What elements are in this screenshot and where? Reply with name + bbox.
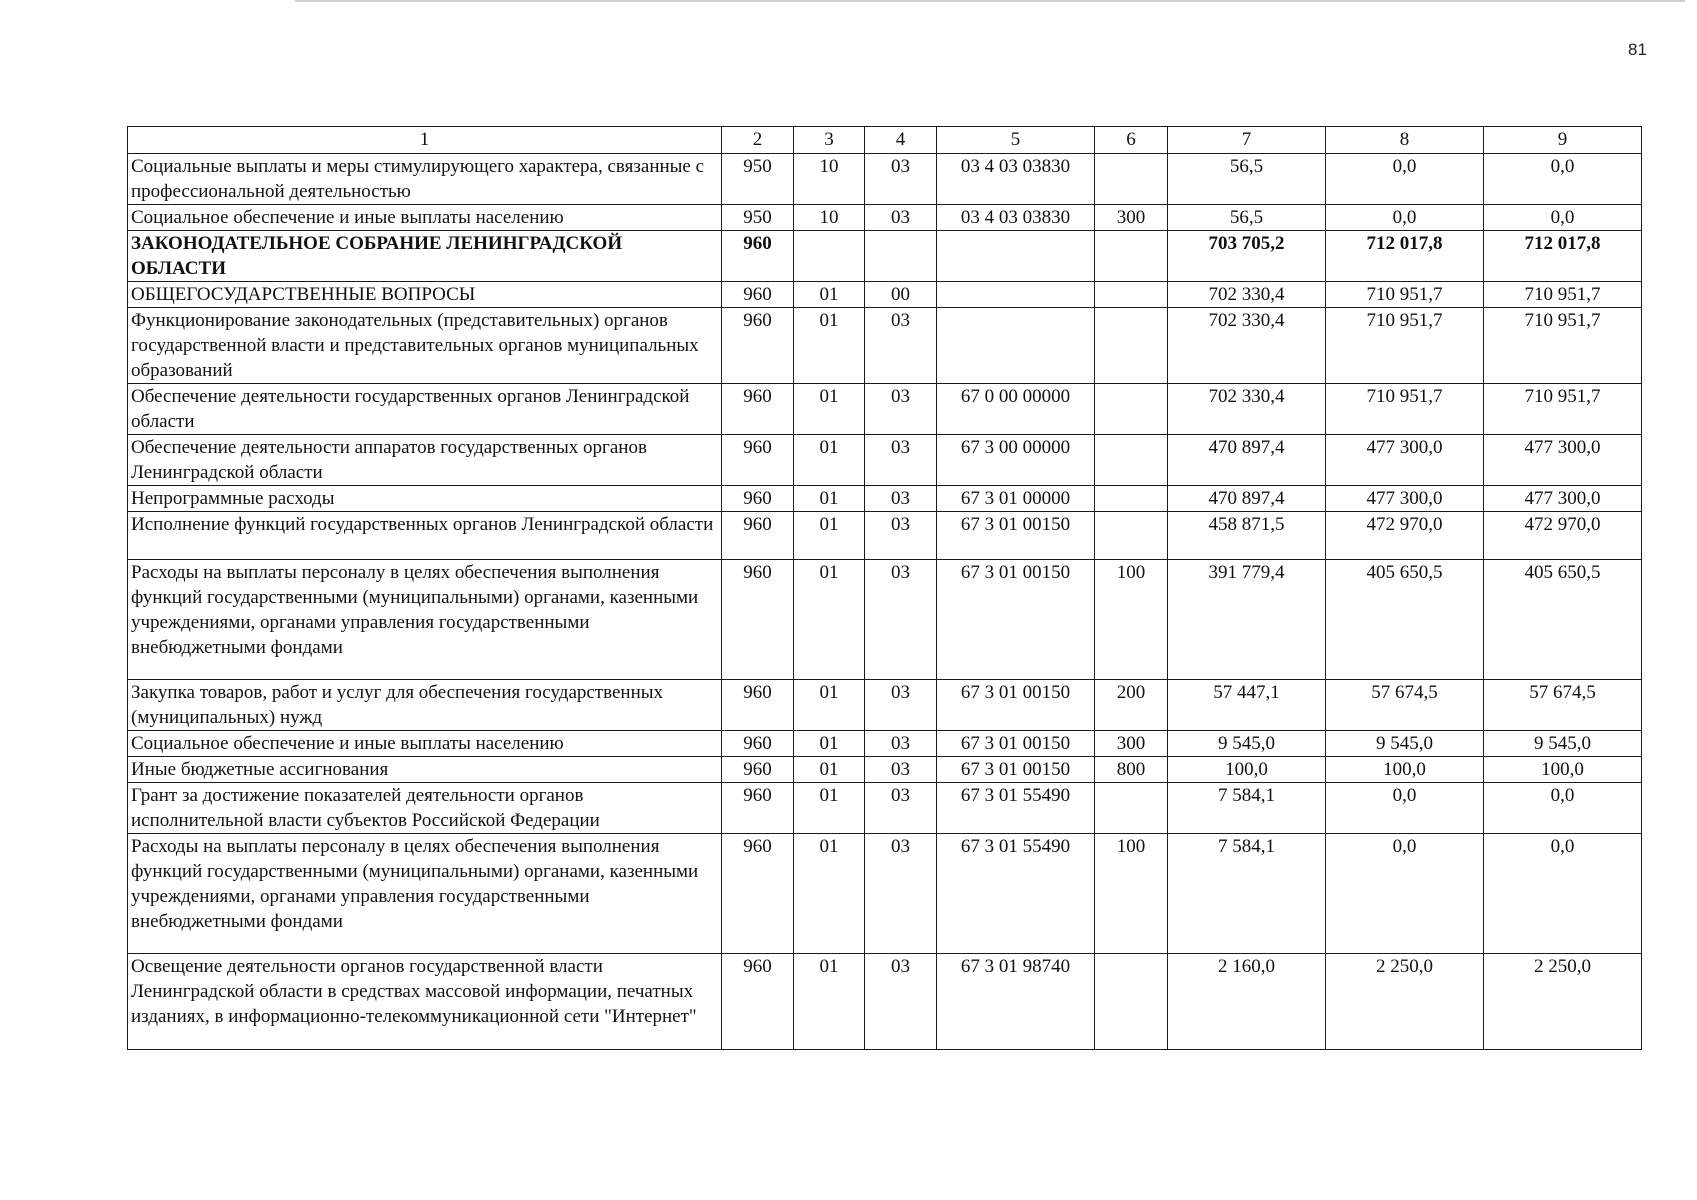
cell-subsection: 03 bbox=[865, 205, 937, 231]
cell-grbs: 960 bbox=[722, 757, 794, 783]
cell-grbs: 950 bbox=[722, 205, 794, 231]
cell-amount-year1: 7 584,1 bbox=[1168, 834, 1326, 954]
cell-grbs: 960 bbox=[722, 308, 794, 384]
cell-amount-year2: 405 650,5 bbox=[1326, 560, 1484, 680]
cell-target-article: 67 3 01 00150 bbox=[937, 512, 1095, 560]
table-row bbox=[128, 834, 1642, 954]
cell-section: 01 bbox=[794, 384, 865, 435]
cell-target-article: 67 3 01 98740 bbox=[937, 954, 1095, 1050]
cell-target-article: 67 3 01 55490 bbox=[937, 783, 1095, 834]
cell-section: 01 bbox=[794, 783, 865, 834]
cell-section: 01 bbox=[794, 680, 865, 731]
cell-name: Социальное обеспечение и иные выплаты населению bbox=[128, 731, 722, 757]
cell-target-article: 67 3 01 00000 bbox=[937, 486, 1095, 512]
cell-grbs: 950 bbox=[722, 154, 794, 205]
cell-amount-year1: 702 330,4 bbox=[1168, 384, 1326, 435]
cell-name: Грант за достижение показателей деятельности органов исполнительной власти субъектов Российской Федерации bbox=[128, 783, 722, 834]
table-row bbox=[128, 757, 1642, 783]
cell-target-article: 03 4 03 03830 bbox=[937, 205, 1095, 231]
cell-amount-year3: 712 017,8 bbox=[1484, 231, 1642, 282]
cell-grbs: 960 bbox=[722, 231, 794, 282]
cell-amount-year3: 0,0 bbox=[1484, 205, 1642, 231]
cell-subsection: 03 bbox=[865, 783, 937, 834]
table-row bbox=[128, 783, 1642, 834]
cell-name: Исполнение функций государственных органов Ленинградской области bbox=[128, 512, 722, 560]
cell-amount-year3: 9 545,0 bbox=[1484, 731, 1642, 757]
cell-expense-type bbox=[1095, 308, 1168, 384]
cell-amount-year2: 477 300,0 bbox=[1326, 435, 1484, 486]
cell-amount-year3: 2 250,0 bbox=[1484, 954, 1642, 1050]
cell-amount-year3: 100,0 bbox=[1484, 757, 1642, 783]
column-header: 7 bbox=[1168, 127, 1326, 154]
cell-amount-year2: 710 951,7 bbox=[1326, 282, 1484, 308]
cell-expense-type bbox=[1095, 282, 1168, 308]
cell-grbs: 960 bbox=[722, 512, 794, 560]
table-row bbox=[128, 231, 1642, 282]
cell-name: Обеспечение деятельности аппаратов государственных органов Ленинградской области bbox=[128, 435, 722, 486]
cell-amount-year1: 391 779,4 bbox=[1168, 560, 1326, 680]
cell-name: ЗАКОНОДАТЕЛЬНОЕ СОБРАНИЕ ЛЕНИНГРАДСКОЙ ОБЛАСТИ bbox=[128, 231, 722, 282]
cell-amount-year1: 100,0 bbox=[1168, 757, 1326, 783]
cell-amount-year3: 710 951,7 bbox=[1484, 308, 1642, 384]
cell-subsection: 03 bbox=[865, 731, 937, 757]
cell-amount-year2: 477 300,0 bbox=[1326, 486, 1484, 512]
cell-amount-year1: 703 705,2 bbox=[1168, 231, 1326, 282]
cell-section: 01 bbox=[794, 731, 865, 757]
cell-target-article bbox=[937, 282, 1095, 308]
cell-expense-type bbox=[1095, 954, 1168, 1050]
cell-grbs: 960 bbox=[722, 954, 794, 1050]
cell-amount-year1: 702 330,4 bbox=[1168, 308, 1326, 384]
column-header: 5 bbox=[937, 127, 1095, 154]
cell-name: ОБЩЕГОСУДАРСТВЕННЫЕ ВОПРОСЫ bbox=[128, 282, 722, 308]
cell-expense-type bbox=[1095, 435, 1168, 486]
cell-target-article bbox=[937, 308, 1095, 384]
cell-amount-year1: 9 545,0 bbox=[1168, 731, 1326, 757]
cell-grbs: 960 bbox=[722, 731, 794, 757]
cell-subsection: 03 bbox=[865, 435, 937, 486]
cell-section: 01 bbox=[794, 560, 865, 680]
table-row bbox=[128, 435, 1642, 486]
cell-subsection: 03 bbox=[865, 384, 937, 435]
column-header: 1 bbox=[128, 127, 722, 154]
cell-amount-year1: 458 871,5 bbox=[1168, 512, 1326, 560]
cell-amount-year2: 0,0 bbox=[1326, 205, 1484, 231]
table-row bbox=[128, 205, 1642, 231]
cell-subsection: 03 bbox=[865, 560, 937, 680]
cell-name: Расходы на выплаты персоналу в целях обеспечения выполнения функций государственными (муниципальными) органами, казенными учреждениями, органами управления государственными внебюджетными фондами bbox=[128, 834, 722, 954]
cell-grbs: 960 bbox=[722, 435, 794, 486]
cell-amount-year2: 57 674,5 bbox=[1326, 680, 1484, 731]
cell-name: Функционирование законодательных (представительных) органов государственной власти и представительных органов муниципальных образований bbox=[128, 308, 722, 384]
cell-grbs: 960 bbox=[722, 680, 794, 731]
cell-expense-type: 100 bbox=[1095, 834, 1168, 954]
cell-amount-year3: 0,0 bbox=[1484, 834, 1642, 954]
cell-target-article: 67 3 01 00150 bbox=[937, 560, 1095, 680]
page-number: 81 bbox=[1628, 40, 1647, 59]
cell-expense-type: 200 bbox=[1095, 680, 1168, 731]
cell-grbs: 960 bbox=[722, 282, 794, 308]
cell-section: 01 bbox=[794, 834, 865, 954]
budget-table bbox=[127, 126, 1642, 1050]
cell-grbs: 960 bbox=[722, 783, 794, 834]
cell-amount-year1: 470 897,4 bbox=[1168, 486, 1326, 512]
cell-amount-year3: 477 300,0 bbox=[1484, 486, 1642, 512]
cell-subsection: 03 bbox=[865, 680, 937, 731]
cell-expense-type: 800 bbox=[1095, 757, 1168, 783]
cell-subsection: 03 bbox=[865, 512, 937, 560]
cell-amount-year2: 2 250,0 bbox=[1326, 954, 1484, 1050]
cell-amount-year3: 405 650,5 bbox=[1484, 560, 1642, 680]
cell-amount-year2: 710 951,7 bbox=[1326, 384, 1484, 435]
cell-target-article: 03 4 03 03830 bbox=[937, 154, 1095, 205]
cell-section: 01 bbox=[794, 757, 865, 783]
cell-target-article: 67 0 00 00000 bbox=[937, 384, 1095, 435]
table-row bbox=[128, 154, 1642, 205]
cell-name: Непрограммные расходы bbox=[128, 486, 722, 512]
table-row bbox=[128, 384, 1642, 435]
cell-name: Закупка товаров, работ и услуг для обеспечения государственных (муниципальных) нужд bbox=[128, 680, 722, 731]
cell-name: Расходы на выплаты персоналу в целях обеспечения выполнения функций государственными (муниципальными) органами, казенными учреждениями, органами управления государственными внебюджетными фондами bbox=[128, 560, 722, 680]
cell-amount-year3: 0,0 bbox=[1484, 154, 1642, 205]
cell-amount-year1: 7 584,1 bbox=[1168, 783, 1326, 834]
cell-target-article: 67 3 01 00150 bbox=[937, 731, 1095, 757]
table-row bbox=[128, 486, 1642, 512]
cell-name: Обеспечение деятельности государственных органов Ленинградской области bbox=[128, 384, 722, 435]
cell-name: Иные бюджетные ассигнования bbox=[128, 757, 722, 783]
cell-amount-year2: 712 017,8 bbox=[1326, 231, 1484, 282]
column-header: 9 bbox=[1484, 127, 1642, 154]
cell-amount-year3: 477 300,0 bbox=[1484, 435, 1642, 486]
cell-section: 10 bbox=[794, 154, 865, 205]
cell-expense-type: 300 bbox=[1095, 205, 1168, 231]
column-header: 4 bbox=[865, 127, 937, 154]
table-row bbox=[128, 954, 1642, 1050]
cell-grbs: 960 bbox=[722, 486, 794, 512]
cell-target-article: 67 3 01 00150 bbox=[937, 680, 1095, 731]
cell-subsection: 03 bbox=[865, 308, 937, 384]
cell-amount-year3: 710 951,7 bbox=[1484, 282, 1642, 308]
cell-amount-year2: 9 545,0 bbox=[1326, 731, 1484, 757]
cell-amount-year2: 100,0 bbox=[1326, 757, 1484, 783]
cell-subsection: 03 bbox=[865, 154, 937, 205]
cell-section: 01 bbox=[794, 308, 865, 384]
cell-subsection: 00 bbox=[865, 282, 937, 308]
table-row bbox=[128, 308, 1642, 384]
cell-section: 01 bbox=[794, 512, 865, 560]
cell-amount-year2: 472 970,0 bbox=[1326, 512, 1484, 560]
cell-target-article bbox=[937, 231, 1095, 282]
table-row bbox=[128, 680, 1642, 731]
cell-grbs: 960 bbox=[722, 834, 794, 954]
cell-section: 01 bbox=[794, 954, 865, 1050]
cell-expense-type bbox=[1095, 231, 1168, 282]
cell-section: 01 bbox=[794, 435, 865, 486]
cell-target-article: 67 3 01 00150 bbox=[937, 757, 1095, 783]
cell-subsection: 03 bbox=[865, 954, 937, 1050]
cell-grbs: 960 bbox=[722, 384, 794, 435]
cell-target-article: 67 3 00 00000 bbox=[937, 435, 1095, 486]
table-row bbox=[128, 512, 1642, 560]
cell-subsection: 03 bbox=[865, 486, 937, 512]
cell-amount-year1: 56,5 bbox=[1168, 154, 1326, 205]
cell-expense-type bbox=[1095, 384, 1168, 435]
cell-expense-type: 300 bbox=[1095, 731, 1168, 757]
column-header: 8 bbox=[1326, 127, 1484, 154]
table-row bbox=[128, 731, 1642, 757]
table-body bbox=[128, 154, 1642, 1050]
cell-section: 01 bbox=[794, 486, 865, 512]
cell-amount-year2: 0,0 bbox=[1326, 783, 1484, 834]
cell-name: Освещение деятельности органов государственной власти Ленинградской области в средствах массовой информации, печатных изданиях, в информационно-телекоммуникационной сети "Интернет" bbox=[128, 954, 722, 1050]
cell-amount-year3: 0,0 bbox=[1484, 783, 1642, 834]
cell-amount-year2: 710 951,7 bbox=[1326, 308, 1484, 384]
header-row bbox=[128, 127, 1642, 154]
cell-amount-year3: 710 951,7 bbox=[1484, 384, 1642, 435]
cell-amount-year1: 2 160,0 bbox=[1168, 954, 1326, 1050]
cell-expense-type bbox=[1095, 154, 1168, 205]
cell-amount-year2: 0,0 bbox=[1326, 834, 1484, 954]
cell-name: Социальные выплаты и меры стимулирующего характера, связанные с профессиональной деятельностью bbox=[128, 154, 722, 205]
cell-section: 01 bbox=[794, 282, 865, 308]
cell-amount-year3: 472 970,0 bbox=[1484, 512, 1642, 560]
cell-subsection bbox=[865, 231, 937, 282]
cell-amount-year1: 470 897,4 bbox=[1168, 435, 1326, 486]
table-row bbox=[128, 560, 1642, 680]
scan-top-edge bbox=[295, 0, 1685, 2]
cell-grbs: 960 bbox=[722, 560, 794, 680]
cell-section: 10 bbox=[794, 205, 865, 231]
cell-subsection: 03 bbox=[865, 834, 937, 954]
cell-section bbox=[794, 231, 865, 282]
cell-expense-type: 100 bbox=[1095, 560, 1168, 680]
cell-amount-year1: 56,5 bbox=[1168, 205, 1326, 231]
cell-expense-type bbox=[1095, 783, 1168, 834]
cell-target-article: 67 3 01 55490 bbox=[937, 834, 1095, 954]
column-header: 3 bbox=[794, 127, 865, 154]
cell-amount-year3: 57 674,5 bbox=[1484, 680, 1642, 731]
cell-subsection: 03 bbox=[865, 757, 937, 783]
cell-name: Социальное обеспечение и иные выплаты населению bbox=[128, 205, 722, 231]
column-header: 2 bbox=[722, 127, 794, 154]
cell-expense-type bbox=[1095, 486, 1168, 512]
cell-amount-year1: 702 330,4 bbox=[1168, 282, 1326, 308]
table-row bbox=[128, 282, 1642, 308]
column-header: 6 bbox=[1095, 127, 1168, 154]
cell-amount-year1: 57 447,1 bbox=[1168, 680, 1326, 731]
cell-expense-type bbox=[1095, 512, 1168, 560]
cell-amount-year2: 0,0 bbox=[1326, 154, 1484, 205]
